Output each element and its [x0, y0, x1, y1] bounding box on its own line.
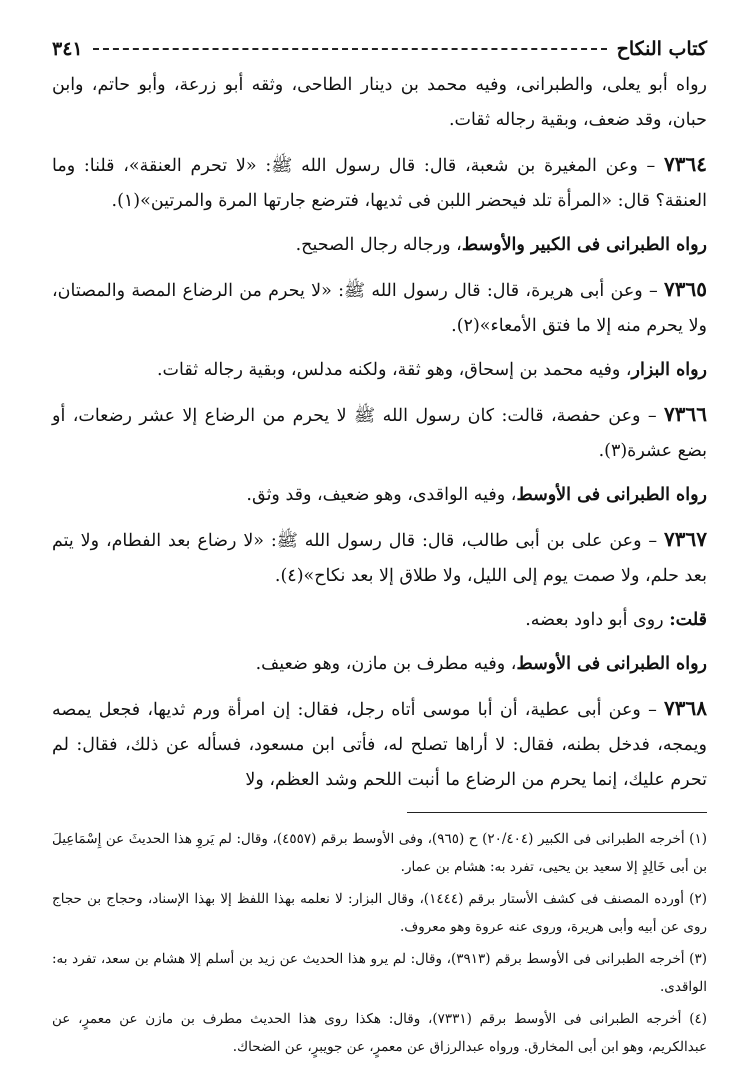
hadith-7365: ٧٣٦٥ – وعن أبى هريرة، قال: قال رسول الله ﷺ: «لا يحرم من الرضاع المصة والمصتان، ولا يحرم منه إلا ما فتق الأمعاء»(٢).: [52, 277, 707, 336]
main-text: [52, 68, 707, 798]
hadith-7367: ٧٣٦٧ – وعن على بن أبى طالب، قال: قال رسول الله ﷺ: «لا رضاع بعد الفطام، ولا يتم بعد حلم، ولا صمت يوم إلى الليل، ولا طلاق إلا بعد نكاح»(٤).: [52, 527, 707, 586]
chapter-title: كتاب النكاح: [616, 38, 707, 60]
footnote-separator: [407, 812, 707, 813]
hadith-number: ٧٣٦٦: [664, 402, 707, 426]
attribution: رواه الطبرانى فى الأوسط، وفيه مطرف بن مازن، وهو ضعيف.: [255, 654, 707, 674]
running-header: [52, 34, 707, 64]
header-dashed-rule: [93, 48, 607, 50]
attribution: رواه الطبرانى فى الكبير والأوسط، ورجاله رجال الصحيح.: [295, 235, 707, 255]
attribution: رواه الطبرانى فى الأوسط، وفيه الواقدى، وهو ضعيف، وقد وثق.: [246, 485, 707, 505]
hadith-number: ٧٣٦٨: [664, 696, 707, 720]
footnote: (٤) أخرجه الطبرانى فى الأوسط برقم (٧٣٣١)، وقال: هكذا روى هذا الحديث مطرف بن مازن عن معمرٍ، عن عبدالكريم، وهو ابن أبى المخارق. ورواه عبدالرزاق عن معمرٍ، عن جويبرٍ، عن الضحاك.: [52, 1011, 708, 1055]
page-number: ٣٤١: [52, 38, 83, 60]
footnote: (٣) أخرجه الطبرانى فى الأوسط برقم (٣٩١٣)، وقال: لم يرو هذا الحديث عن زيد بن أسلم إلا هشام بن سعد، تفرد به: الواقدى.: [52, 951, 707, 995]
hadith-7364: ٧٣٦٤ – وعن المغيرة بن شعبة، قال: قال رسول الله ﷺ: «لا تحرم العنقة»، قلنا: وما العنقة؟ قال: «المرأة تلد فيحضر اللبن فى ثديها، فترضع جارتها المرة والمرتين»(١).: [52, 152, 707, 211]
hadith-7368: ٧٣٦٨ – وعن أبى عطية، أن أبا موسى أتاه رجل، فقال: إن امرأة ورم ثديها، فجعل يمصه ويمجه، فدخل بطنه، فقال: لا أراها تصلح له، فأتى ابن مسعود، فسأله عن ذلك، فقال: لم تحرم عليك، إنما يحرم من الرضاع ما أنبت اللحم وشد العظم، ولا: [52, 696, 707, 790]
hadith-number: ٧٣٦٧: [664, 527, 707, 551]
footnote: (٢) أورده المصنف فى كشف الأستار برقم (١٤٤٤)، وقال البزار: لا نعلمه بهذا اللفظ إلا بهذا الإسناد، وحجاج بن حجاج روى عن أبيه وأبى هريرة، وروى عنه عروة وهو معروف.: [52, 891, 707, 935]
hadith-number: ٧٣٦٤: [664, 152, 707, 176]
hadith-7366: ٧٣٦٦ – وعن حفصة، قالت: كان رسول الله ﷺ لا يحرم من الرضاع إلا عشر رضعات، أو بضع عشرة(٣).: [52, 402, 707, 461]
attribution: رواه البزار، وفيه محمد بن إسحاق، وهو ثقة، ولكنه مدلس، وبقية رجاله ثقات.: [156, 360, 707, 380]
footnotes: [52, 825, 707, 1061]
note: قلت: روى أبو داود بعضه.: [525, 610, 707, 630]
footnote: (١) أخرجه الطبرانى فى الكبير (٢٠/٤٠٤) ح (٩٦٥)، وفى الأوسط برقم (٤٥٥٧)، وقال: لم يَروِ هذا الحديثَ عن إِسْمَاعِيلَ بن أبى خَالِدٍ إلا سعيد بن يحيى، تفرد به: هشام بن عمار.: [52, 831, 707, 875]
paragraph: رواه أبو يعلى، والطبرانى، وفيه محمد بن دينار الطاحى، وثقه أبو زرعة، وأبو حاتم، وابن حبان، وقد ضعف، وبقية رجاله ثقات.: [52, 75, 707, 130]
hadith-number: ٧٣٦٥: [664, 277, 707, 301]
